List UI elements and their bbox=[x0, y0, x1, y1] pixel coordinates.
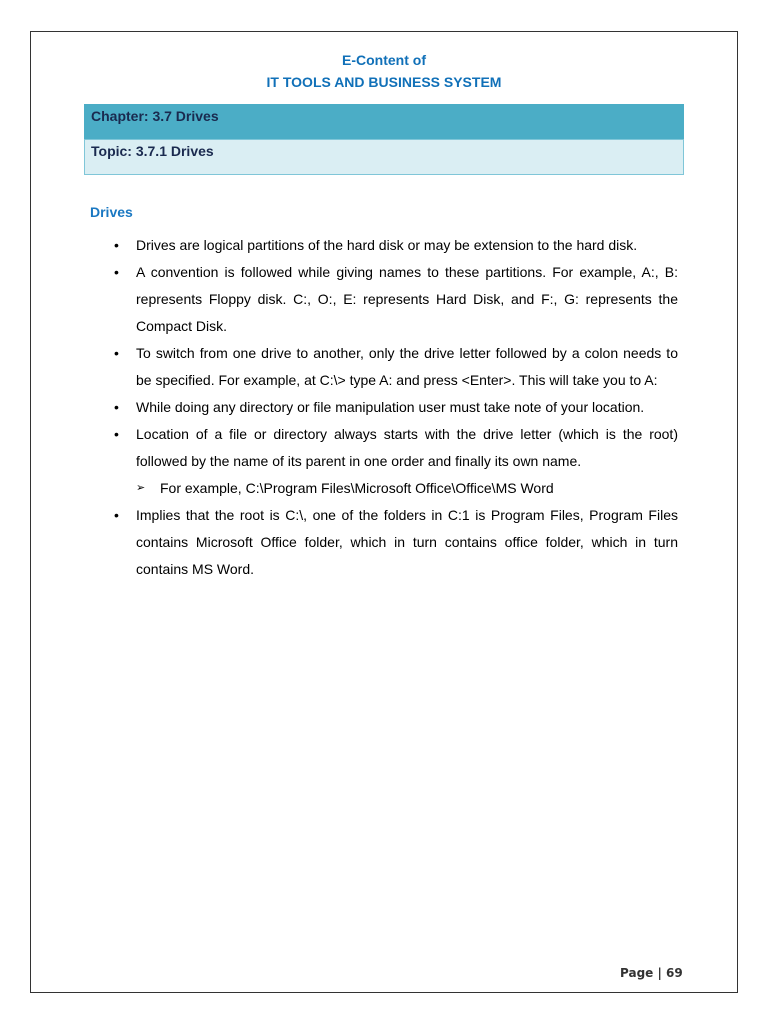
topic-label: Topic: 3.7.1 Drives bbox=[91, 143, 214, 159]
list-item-text: Implies that the root is C:\, one of the folders in C:1 is Program Files, Program Files contains Microsoft Office folder, which in turn contains office folder, which in turn contains MS Word. bbox=[136, 507, 678, 577]
list-item bbox=[112, 394, 678, 421]
bullet-icon: • bbox=[114, 264, 119, 280]
list-item-text: While doing any directory or file manipulation user must take note of your location. bbox=[136, 399, 645, 415]
list-item-text: Location of a file or directory always starts with the drive letter (which is the root) followed by the name of its parent in one order and finally its own name. bbox=[136, 426, 678, 469]
topic-bar bbox=[84, 139, 684, 175]
bullet-icon: • bbox=[114, 507, 119, 523]
header-line-2: IT TOOLS AND BUSINESS SYSTEM bbox=[266, 74, 502, 90]
page-number: Page | 69 bbox=[620, 966, 683, 980]
bullet-list bbox=[112, 232, 678, 583]
list-item bbox=[112, 340, 678, 394]
list-item bbox=[112, 232, 678, 259]
list-item bbox=[112, 421, 678, 502]
list-item bbox=[112, 259, 678, 340]
chapter-label: Chapter: 3.7 Drives bbox=[91, 108, 219, 124]
list-item-text: To switch from one drive to another, only the drive letter followed by a colon needs to be specified. For example, at C:\> type A: and press <Enter>. This will take you to A: bbox=[136, 345, 678, 388]
bullet-icon: • bbox=[114, 426, 119, 442]
arrow-bullet-icon: ➢ bbox=[136, 482, 146, 494]
list-item-text: Drives are logical partitions of the hard disk or may be extension to the hard disk. bbox=[136, 237, 638, 253]
list-item bbox=[112, 502, 678, 583]
header-line-1: E-Content of bbox=[342, 52, 426, 68]
bullet-icon: • bbox=[114, 399, 119, 415]
bullet-icon: • bbox=[114, 237, 119, 253]
sub-list-item-text: For example, C:\Program Files\Microsoft Office\Office\MS Word bbox=[160, 480, 554, 496]
sub-list-item bbox=[136, 475, 678, 502]
section-title: Drives bbox=[90, 204, 133, 220]
chapter-bar bbox=[84, 104, 684, 139]
bullet-icon: • bbox=[114, 345, 119, 361]
list-item-text: A convention is followed while giving names to these partitions. For example, A:, B: represents Floppy disk. C:, O:, E: represents Hard Disk, and F:, G: represents the Compact Disk. bbox=[136, 264, 678, 334]
